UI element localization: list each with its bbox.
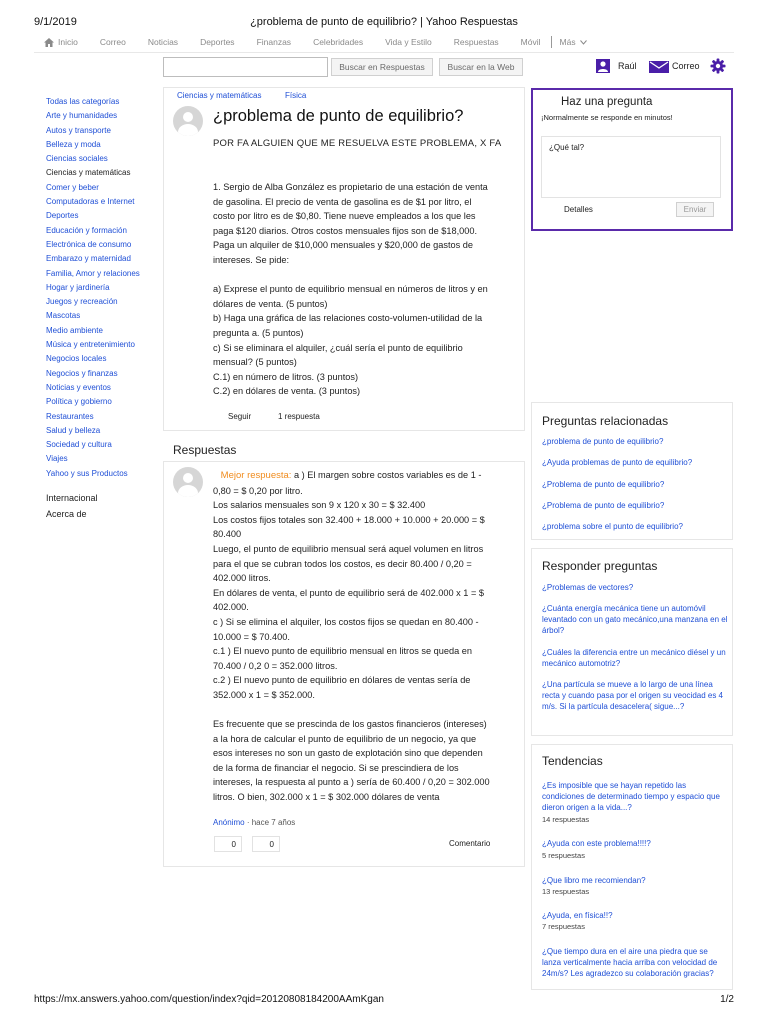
answer-line: c ) Si se elimina el alquiler, los costos fijos se quedan en 80.400 - bbox=[213, 616, 479, 627]
breadcrumb-subcategory[interactable]: Física bbox=[285, 91, 307, 100]
category-item[interactable]: Yahoo y sus Productos bbox=[46, 468, 128, 478]
trend-link[interactable]: ¿Ayuda, en física!!? bbox=[542, 911, 613, 920]
answer-line: Los salarios mensuales son 9 x 120 x 30 = $ 32.400 bbox=[213, 500, 426, 511]
answer-first-line bbox=[213, 468, 513, 484]
thumbs-up-count: 0 bbox=[231, 839, 236, 849]
category-item[interactable]: Medio ambiente bbox=[46, 325, 103, 335]
best-answer-label: Mejor respuesta: bbox=[220, 470, 292, 481]
category-item[interactable]: Ciencias sociales bbox=[46, 154, 108, 164]
nav-label-finanzas: Finanzas bbox=[256, 37, 292, 47]
category-list bbox=[46, 95, 158, 481]
question-line: b) Haga una gráfica de las relaciones costo-volumen-utilidad de la bbox=[213, 313, 483, 324]
category-item[interactable]: Embarazo y maternidad bbox=[46, 254, 131, 264]
answer-time: · hace 7 años bbox=[246, 818, 296, 827]
answers-heading: Respuestas bbox=[173, 443, 237, 457]
category-item[interactable]: Autos y transporte bbox=[46, 125, 111, 135]
trends-panel bbox=[531, 744, 733, 990]
mail-icon[interactable] bbox=[649, 61, 669, 73]
question-line: 1. Sergio de Alba González es propietario de una estación de venta bbox=[213, 182, 488, 192]
related-panel bbox=[531, 402, 733, 540]
asker-avatar[interactable] bbox=[173, 106, 203, 136]
category-item[interactable]: Belleza y moda bbox=[46, 139, 101, 149]
about-link[interactable]: Acerca de bbox=[46, 509, 87, 519]
category-item[interactable]: Juegos y recreación bbox=[46, 297, 118, 307]
search-input[interactable] bbox=[163, 57, 328, 77]
question-line: Paga un alquiler de $10,000 mensuales y $20,000 de gastos de bbox=[213, 240, 473, 251]
user-name[interactable]: Raúl bbox=[618, 61, 637, 71]
question-line bbox=[213, 268, 513, 283]
answer-line: intereses, la respuesta al punto a ) sería de 60.400 / 0,20 = 302.000 bbox=[213, 777, 490, 788]
answer-line: 402.000 litros. bbox=[213, 573, 271, 584]
question-line: C.2) en dólares de venta. (3 puntos) bbox=[213, 386, 361, 397]
question-line: paga $120 diarios. Otros costos mensuales fijos son de $18,000. bbox=[213, 225, 478, 236]
category-item[interactable]: Política y gobierno bbox=[46, 397, 112, 407]
question-line: costo por litro es de $0,80. Tiene nueve empleados a los que les bbox=[213, 211, 476, 222]
answer-line: esos intereses no son un gasto de explotación sino que dependen bbox=[213, 748, 483, 759]
trend-count: 14 respuestas bbox=[542, 815, 590, 824]
category-item[interactable]: Negocios y finanzas bbox=[46, 368, 118, 378]
category-item[interactable]: Todas las categorías bbox=[46, 97, 120, 106]
question-line: C.1) en número de litros. (3 puntos) bbox=[213, 371, 359, 382]
nav-finance[interactable] bbox=[257, 37, 292, 47]
thumbs-up-button[interactable] bbox=[214, 836, 242, 852]
category-item[interactable]: Salud y belleza bbox=[46, 425, 101, 435]
nav-label-vida: Vida y Estilo bbox=[385, 37, 432, 47]
related-link[interactable]: ¿Ayuda problemas de punto de equilibrio? bbox=[542, 458, 693, 467]
related-link[interactable]: ¿Problema de punto de equilibrio? bbox=[542, 480, 665, 489]
nav-lifestyle[interactable] bbox=[385, 37, 432, 47]
answer-line: Los costos fijos totales son 32.400 + 18.000 + 10.000 + 20.000 = $ bbox=[213, 514, 485, 525]
related-link[interactable]: ¿problema sobre el punto de equilibrio? bbox=[542, 522, 683, 531]
answer-meta bbox=[213, 818, 295, 827]
answer-line bbox=[213, 703, 513, 718]
trends-heading: Tendencias bbox=[542, 754, 603, 768]
ask-title: Haz una pregunta bbox=[561, 96, 653, 108]
home-icon bbox=[44, 38, 54, 47]
answer-question-link[interactable]: ¿Cuáles la diferencia entre un mecánico diésel y un mecánico automotriz? bbox=[542, 648, 726, 668]
nav-label-celebridades: Celebridades bbox=[313, 37, 364, 47]
thumbs-down-button[interactable] bbox=[252, 836, 280, 852]
answer-line: 352.000 x 1 = $ 352.000. bbox=[213, 689, 315, 700]
gear-icon[interactable] bbox=[710, 58, 726, 74]
category-item[interactable]: Sociedad y cultura bbox=[46, 440, 112, 450]
answer-line: litros. O bien, 302.000 x 1 = $ 302.000 dólares de venta bbox=[213, 792, 440, 803]
nav-mobile[interactable] bbox=[521, 37, 541, 47]
answer-line: a ) El margen sobre costos variables es de 1 - bbox=[294, 470, 482, 480]
answer-line: Luego, el punto de equilibrio mensual será aquel volumen en litros bbox=[213, 543, 484, 554]
ask-subtitle: ¡Normalmente se responde en minutos! bbox=[541, 113, 673, 122]
nav-label-respuestas: Respuestas bbox=[453, 37, 499, 47]
trend-link[interactable]: ¿Ayuda con este problema!!!!? bbox=[542, 839, 651, 848]
category-item[interactable]: Hogar y jardinería bbox=[46, 282, 110, 292]
answer-question-link[interactable]: ¿Una partícula se mueve a lo largo de una línea recta y cuando pasa por el origen su veocidad es 4 m/s. Si la partícula desacelera( sigue...? bbox=[542, 680, 724, 711]
nav-label-movil: Móvil bbox=[520, 37, 541, 47]
answer-line: 402.000. bbox=[213, 602, 249, 613]
answer-question-link[interactable]: ¿Cuánta energía mecánica tiene un automóvil levantado con un gato mecánico,una manzana en el árbol? bbox=[542, 604, 728, 635]
question-line: de gasolina. El precio de venta de gasolina es de $1 por litro, el bbox=[213, 196, 472, 207]
trend-count: 13 respuestas bbox=[542, 887, 590, 896]
mail-link[interactable]: Correo bbox=[672, 61, 700, 71]
print-date: 9/1/2019 bbox=[34, 16, 77, 28]
category-item[interactable]: Electrónica de consumo bbox=[46, 239, 132, 249]
question-line: a) Exprese el punto de equilibrio mensual en números de litros y en bbox=[213, 284, 488, 295]
ask-placeholder: ¿Qué tal? bbox=[549, 143, 585, 152]
trend-link[interactable]: ¿Es imposible que se hayan repetido las condiciones de determinado tiempo y espacio que dieron origen a la vida...? bbox=[542, 781, 720, 812]
nav-news[interactable] bbox=[148, 37, 178, 47]
trend-link[interactable]: ¿Que libro me recomiendan? bbox=[542, 876, 646, 885]
search-web-button[interactable]: Buscar en la Web bbox=[439, 58, 523, 76]
related-link[interactable]: ¿problema de punto de equilibrio? bbox=[542, 437, 664, 446]
question-title: ¿problema de punto de equilibrio? bbox=[213, 107, 464, 125]
nav-label-noticias: Noticias bbox=[147, 37, 179, 47]
nav-label-mas: Más bbox=[559, 37, 576, 47]
answer-line: 10.000 = $ 70.400. bbox=[213, 631, 290, 642]
trend-count: 5 respuestas bbox=[542, 851, 585, 860]
ask-details-link[interactable]: Detalles bbox=[564, 205, 593, 214]
chevron-down-icon bbox=[580, 40, 587, 45]
category-item-active[interactable]: Ciencias y matemáticas bbox=[46, 168, 131, 178]
thumbs-down-count: 0 bbox=[269, 839, 274, 849]
nav-label-inicio: Inicio bbox=[58, 37, 78, 47]
answer-questions-panel bbox=[531, 548, 733, 736]
nav-label-deportes: Deportes bbox=[200, 37, 235, 47]
question-line: mensual? (5 puntos) bbox=[213, 357, 297, 368]
top-nav-divider bbox=[34, 52, 734, 53]
category-item[interactable]: Noticias y eventos bbox=[46, 382, 111, 392]
category-item[interactable]: Educación y formación bbox=[46, 225, 127, 235]
answer-line: c.2 ) El nuevo punto de equilibrio en dólares de ventas sería de bbox=[213, 675, 471, 686]
answers-count: 1 respuesta bbox=[278, 412, 320, 421]
nav-divider bbox=[551, 36, 552, 48]
question-body bbox=[213, 180, 513, 399]
category-item[interactable]: Computadoras e Internet bbox=[46, 197, 135, 207]
question-line: dólares de venta. (5 puntos) bbox=[213, 298, 328, 309]
nav-sports[interactable] bbox=[200, 37, 235, 47]
comment-button[interactable]: Comentario bbox=[449, 839, 491, 848]
answer-line: 70.400 / 0,2 0 = 352.000 litros. bbox=[213, 660, 338, 671]
category-item[interactable]: Restaurantes bbox=[46, 411, 94, 421]
category-item[interactable]: Mascotas bbox=[46, 311, 81, 321]
answer-line: Es frecuente que se prescinda de los gastos financieros (intereses) bbox=[213, 719, 487, 730]
category-item[interactable]: Música y entretenimiento bbox=[46, 340, 135, 350]
nav-answers[interactable] bbox=[454, 37, 499, 47]
answer-line: c.1 ) El nuevo punto de equilibrio mensual en litros se queda en bbox=[213, 646, 472, 657]
answer-questions-heading: Responder preguntas bbox=[542, 559, 658, 573]
question-line: pregunta a. (5 puntos) bbox=[213, 327, 304, 338]
answer-question-link[interactable]: ¿Problemas de vectores? bbox=[542, 583, 634, 592]
nav-more[interactable] bbox=[560, 37, 587, 47]
category-item[interactable]: Negocios locales bbox=[46, 354, 107, 364]
trend-link[interactable]: ¿Que tiempo dura en el aire una piedra que se lanza verticalmente hacia arriba con velocidad de 24m/s? Les agradezco su colaboración gracias? bbox=[542, 947, 718, 978]
question-line: c) Si se eliminara el alquiler, ¿cuál sería el punto de equilibrio bbox=[213, 342, 463, 353]
category-item[interactable]: Deportes bbox=[46, 211, 79, 221]
nav-mail[interactable] bbox=[100, 37, 126, 47]
category-item[interactable]: Arte y humanidades bbox=[46, 111, 118, 121]
answer-line: de la forma de financiar el negocio. Si se prescindiera de los bbox=[213, 762, 459, 773]
related-heading: Preguntas relacionadas bbox=[542, 414, 669, 428]
answer-body bbox=[213, 468, 513, 805]
nav-home[interactable] bbox=[44, 37, 78, 47]
user-icon[interactable] bbox=[596, 59, 610, 73]
nav-celebrities[interactable] bbox=[313, 37, 363, 47]
answerer-avatar[interactable] bbox=[173, 467, 203, 497]
top-nav bbox=[44, 36, 609, 48]
nav-label-correo: Correo bbox=[99, 37, 126, 47]
international-link[interactable]: Internacional bbox=[46, 493, 98, 503]
answer-line: 0,80 = $ 0,20 por litro. bbox=[213, 485, 303, 496]
related-link[interactable]: ¿Problema de punto de equilibrio? bbox=[542, 501, 665, 510]
answer-line: En dólares de venta, el punto de equilibrio será de 402.000 x 1 = $ bbox=[213, 587, 484, 598]
print-url: https://mx.answers.yahoo.com/question/index?qid=20120808184200AAmKgan bbox=[34, 994, 384, 1005]
question-line: intereses. Se pide: bbox=[213, 254, 290, 265]
breadcrumb-category[interactable]: Ciencias y matemáticas bbox=[177, 91, 262, 100]
print-title: ¿problema de punto de equilibrio? | Yahoo Respuestas bbox=[250, 16, 518, 28]
category-item[interactable]: Viajes bbox=[46, 454, 68, 464]
ask-send-button[interactable]: Enviar bbox=[676, 202, 714, 217]
search-answers-button[interactable]: Buscar en Respuestas bbox=[331, 58, 433, 76]
category-item[interactable]: Familia, Amor y relaciones bbox=[46, 268, 140, 278]
answer-line: a la hora de calcular el punto de equilibrio de un negocio, ya que bbox=[213, 733, 477, 744]
answer-line: 80.400 bbox=[213, 529, 242, 540]
answer-author-link[interactable]: Anónimo bbox=[213, 818, 245, 827]
follow-button[interactable]: Seguir bbox=[228, 412, 252, 421]
print-page-number: 1/2 bbox=[720, 994, 734, 1005]
question-subtitle: POR FA ALGUIEN QUE ME RESUELVA ESTE PROBLEMA, X FA bbox=[213, 138, 502, 149]
answer-line: para el que se cubran todos los costos, es decir 80.400 / 0,20 = bbox=[213, 558, 472, 569]
category-item[interactable]: Comer y beber bbox=[46, 182, 99, 192]
trend-count: 7 respuestas bbox=[542, 922, 585, 931]
